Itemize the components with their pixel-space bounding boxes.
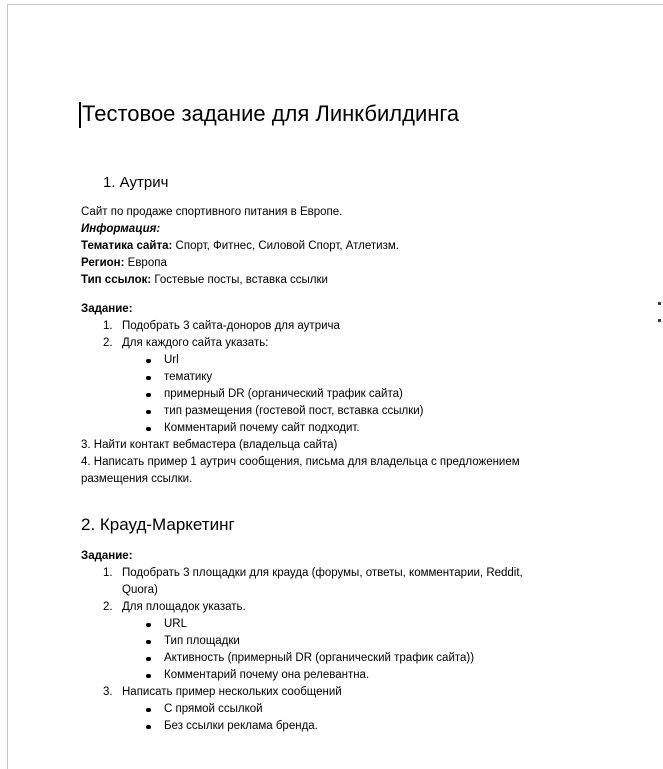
numbered-item[interactable] — [81, 318, 586, 335]
paragraph-line: 3. Найти контакт вебмастера (владельца сайта) — [81, 439, 338, 451]
list-number: 2. — [103, 337, 113, 349]
bullet-icon — [146, 708, 151, 713]
paragraph-intro[interactable]: Сайт по продаже спортивного питания в Европе. — [81, 206, 343, 218]
list-item-line: Для площадок указать. — [122, 601, 246, 613]
bullet-text: Тип площадки — [164, 635, 240, 647]
task-label: Задание: — [81, 303, 133, 315]
paragraph-field-region[interactable] — [81, 255, 586, 272]
list-number: 2. — [103, 601, 113, 613]
text-cursor — [79, 102, 81, 128]
page-title[interactable] — [81, 100, 586, 128]
bullet-icon — [146, 359, 151, 364]
field-label: Тематика сайта: — [81, 240, 173, 252]
bullet-item[interactable] — [81, 667, 586, 684]
bullet-text: Url — [164, 354, 179, 366]
bullet-text: С прямой ссылкой — [164, 703, 263, 715]
paragraph-field-topic[interactable] — [81, 238, 586, 255]
bullet-text: Активность (примерный DR (органический трафик сайта)) — [164, 652, 475, 664]
numbered-item[interactable] — [81, 335, 586, 352]
paragraph-task-label-2[interactable] — [81, 548, 586, 565]
document-page[interactable] — [7, 4, 663, 769]
list-item-text: Для каждого сайта указать: — [122, 337, 269, 349]
paragraph-task-label-1[interactable] — [81, 301, 586, 318]
bullet-item[interactable] — [81, 616, 586, 633]
field-value: Европа — [124, 257, 167, 269]
bullet-icon — [146, 640, 151, 645]
paragraph-info-label[interactable] — [81, 221, 586, 238]
bullet-icon — [146, 427, 151, 432]
bullet-item[interactable] — [81, 633, 586, 650]
task-label: Задание: — [81, 550, 133, 562]
paragraph-task-item-3[interactable] — [81, 437, 586, 454]
heading-outreach[interactable]: 1. Аутрич — [103, 174, 169, 191]
bullet-icon — [146, 657, 151, 662]
paragraph-task-item-4[interactable] — [81, 454, 586, 488]
list-item-text: Подобрать 3 сайта-доноров для аутрича — [122, 320, 340, 332]
bullet-item[interactable] — [81, 420, 586, 437]
bullet-icon — [146, 376, 151, 381]
field-label: Тип ссылок: — [81, 274, 152, 286]
bullet-item[interactable] — [81, 369, 586, 386]
list-item-line: Подобрать 3 площадки для крауда (форумы, ответы, комментарии, Reddit, — [122, 567, 523, 579]
field-label: Регион: — [81, 257, 125, 269]
bullet-text: URL — [164, 618, 188, 630]
paragraph-line: 4. Написать пример 1 аутрич сообщения, письма для владельца с предложением — [81, 456, 520, 468]
bullet-item[interactable] — [81, 352, 586, 369]
numbered-item[interactable] — [81, 599, 586, 616]
field-value: Гостевые посты, вставка ссылки — [151, 274, 328, 286]
document-body[interactable] — [8, 100, 586, 735]
bullet-icon — [146, 410, 151, 415]
bullet-text: Комментарий почему сайт подходит. — [164, 422, 360, 434]
list-item-line: Quora) — [122, 584, 158, 596]
numbered-item[interactable] — [81, 565, 586, 599]
list-number: 1. — [103, 567, 113, 579]
bullet-icon — [146, 674, 151, 679]
bullet-icon — [146, 623, 151, 628]
info-label: Информация: — [81, 223, 161, 235]
bullet-text: примерный DR (органический трафик сайта) — [164, 388, 403, 400]
list-number: 1. — [103, 320, 113, 332]
paragraph-line: размещения ссылки. — [81, 473, 193, 485]
bullet-item[interactable] — [81, 386, 586, 403]
bullet-text: Комментарий почему она релевантна. — [164, 669, 370, 681]
bullet-item[interactable] — [81, 701, 586, 718]
page-title-text: Тестовое задание для Линкбилдинга — [82, 101, 460, 126]
heading-crowd-marketing[interactable]: 2. Крауд-Маркетинг — [81, 515, 235, 534]
bullet-icon — [146, 393, 151, 398]
field-value: Спорт, Фитнес, Силовой Спорт, Атлетизм. — [172, 240, 399, 252]
numbered-item[interactable] — [81, 684, 586, 701]
bullet-text: тематику — [164, 371, 213, 383]
clipped-content-fragment — [658, 302, 661, 305]
clipped-content-fragment — [658, 319, 661, 322]
bullet-item[interactable] — [81, 403, 586, 420]
list-item-line: Написать пример нескольких сообщений — [122, 686, 342, 698]
bullet-text: тип размещения (гостевой пост, вставка ссылки) — [164, 405, 424, 417]
bullet-item[interactable] — [81, 650, 586, 667]
list-number: 3. — [103, 686, 113, 698]
bullet-text: Без ссылки реклама бренда. — [164, 720, 318, 732]
paragraph-field-linktype[interactable] — [81, 272, 586, 289]
bullet-icon — [146, 725, 151, 730]
bullet-item[interactable] — [81, 718, 586, 735]
